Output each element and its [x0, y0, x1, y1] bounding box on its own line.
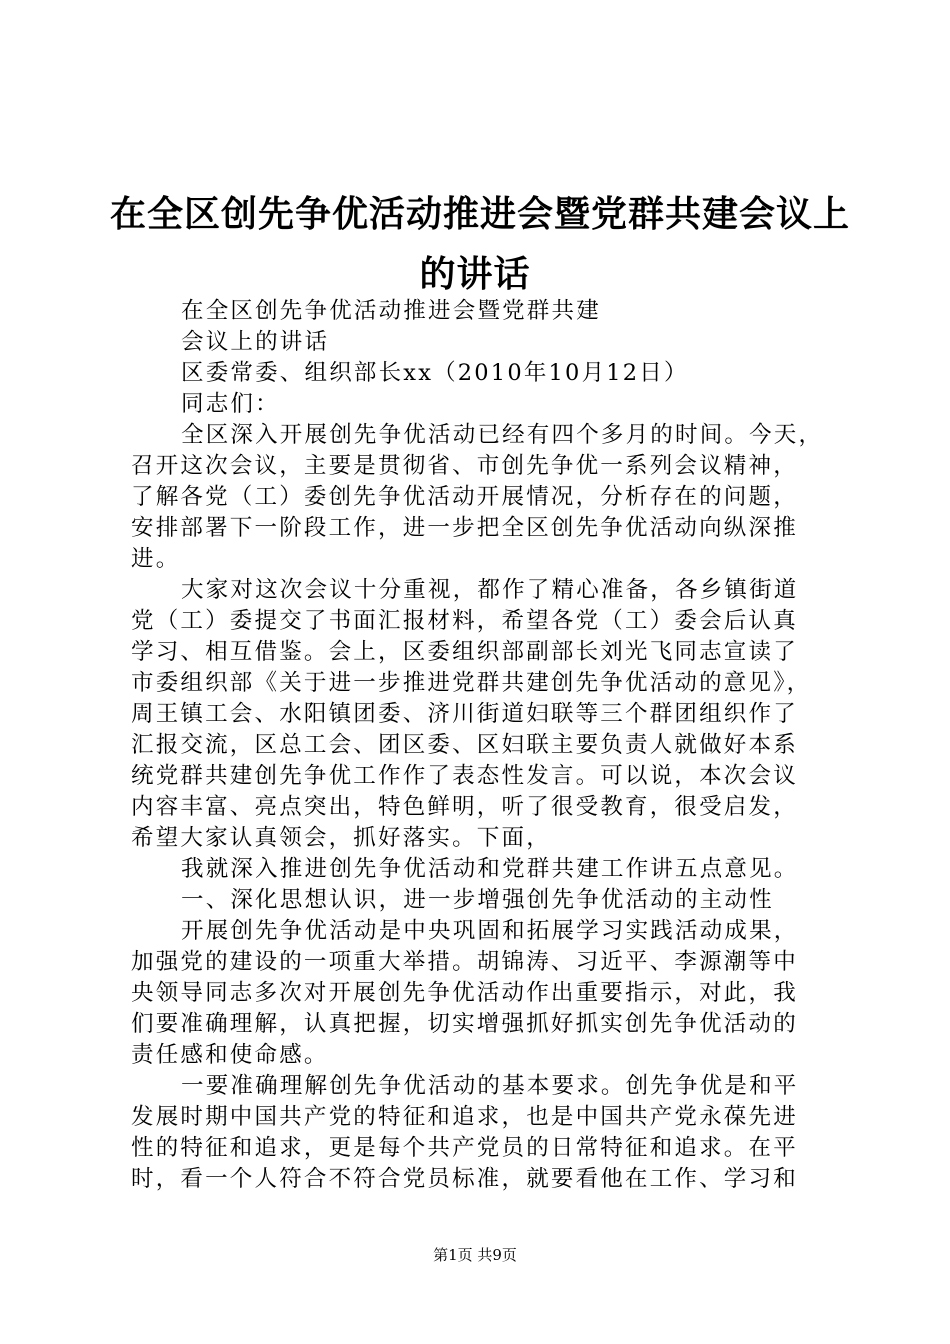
- body-line: 在全区创先争优活动推进会暨党群共建: [181, 298, 601, 324]
- document-title-line-2: 的讲话: [419, 254, 531, 295]
- body-line: 央领导同志多次对开展创先争优活动作出重要指示，对此，我: [131, 980, 798, 1006]
- body-line: 党（工）委提交了书面汇报材料，希望各党（工）委会后认真: [131, 608, 798, 634]
- body-line: 我就深入推进创先争优活动和党群共建工作讲五点意见。: [181, 856, 799, 882]
- body-line: 大家对这次会议十分重视，都作了精心准备，各乡镇街道: [181, 577, 799, 603]
- body-line: 汇报交流，区总工会、团区委、区妇联主要负责人就做好本系: [131, 732, 798, 758]
- body-line: 周王镇工会、水阳镇团委、济川街道妇联等三个群团组织作了: [131, 701, 798, 727]
- body-line: 市委组织部《关于进一步推进党群共建创先争优活动的意见》，: [131, 670, 812, 696]
- body-line: 进。: [131, 546, 181, 572]
- document-body: [131, 296, 831, 1195]
- body-line: 区委常委、组织部长xx（2010年10月12日）: [181, 360, 689, 386]
- page-number-footer: 第1页 共9页: [433, 1246, 517, 1264]
- body-line: 发展时期中国共产党的特征和追求，也是中国共产党永葆先进: [131, 1104, 798, 1130]
- section-heading: 一、深化思想认识，进一步增强创先争优活动的主动性: [181, 887, 774, 913]
- body-line: 性的特征和追求，更是每个共产党员的日常特征和追求。在平: [131, 1135, 798, 1161]
- body-line: 同志们：: [181, 391, 280, 417]
- body-line: 会议上的讲话: [181, 329, 330, 355]
- document-title-line-1: 在全区创先争优活动推进会暨党群共建会议上: [110, 194, 851, 235]
- body-line: 开展创先争优活动是中央巩固和拓展学习实践活动成果，: [181, 918, 799, 944]
- body-line: 一要准确理解创先争优活动的基本要求。创先争优是和平: [181, 1073, 799, 1099]
- body-line: 召开这次会议，主要是贯彻省、市创先争优一系列会议精神，: [131, 453, 798, 479]
- body-line: 责任感和使命感。: [131, 1042, 329, 1068]
- body-line: 学习、相互借鉴。会上，区委组织部副部长刘光飞同志宣读了: [131, 639, 798, 665]
- body-line: 时，看一个人符合不符合党员标准，就要看他在工作、学习和: [131, 1166, 798, 1192]
- body-line: 内容丰富、亮点突出，特色鲜明，听了很受教育，很受启发，: [131, 794, 798, 820]
- body-line: 统党群共建创先争优工作作了表态性发言。可以说，本次会议: [131, 763, 798, 789]
- body-line: 们要准确理解，认真把握，切实增强抓好抓实创先争优活动的: [131, 1011, 798, 1037]
- body-line: 了解各党（工）委创先争优活动开展情况，分析存在的问题，: [131, 484, 798, 510]
- body-line: 安排部署下一阶段工作，进一步把全区创先争优活动向纵深推: [131, 515, 798, 541]
- body-line: 加强党的建设的一项重大举措。胡锦涛、习近平、李源潮等中: [131, 949, 798, 975]
- body-line: 全区深入开展创先争优活动已经有四个多月的时间。今天，: [181, 422, 824, 448]
- body-line: 希望大家认真领会，抓好落实。下面，: [131, 825, 551, 851]
